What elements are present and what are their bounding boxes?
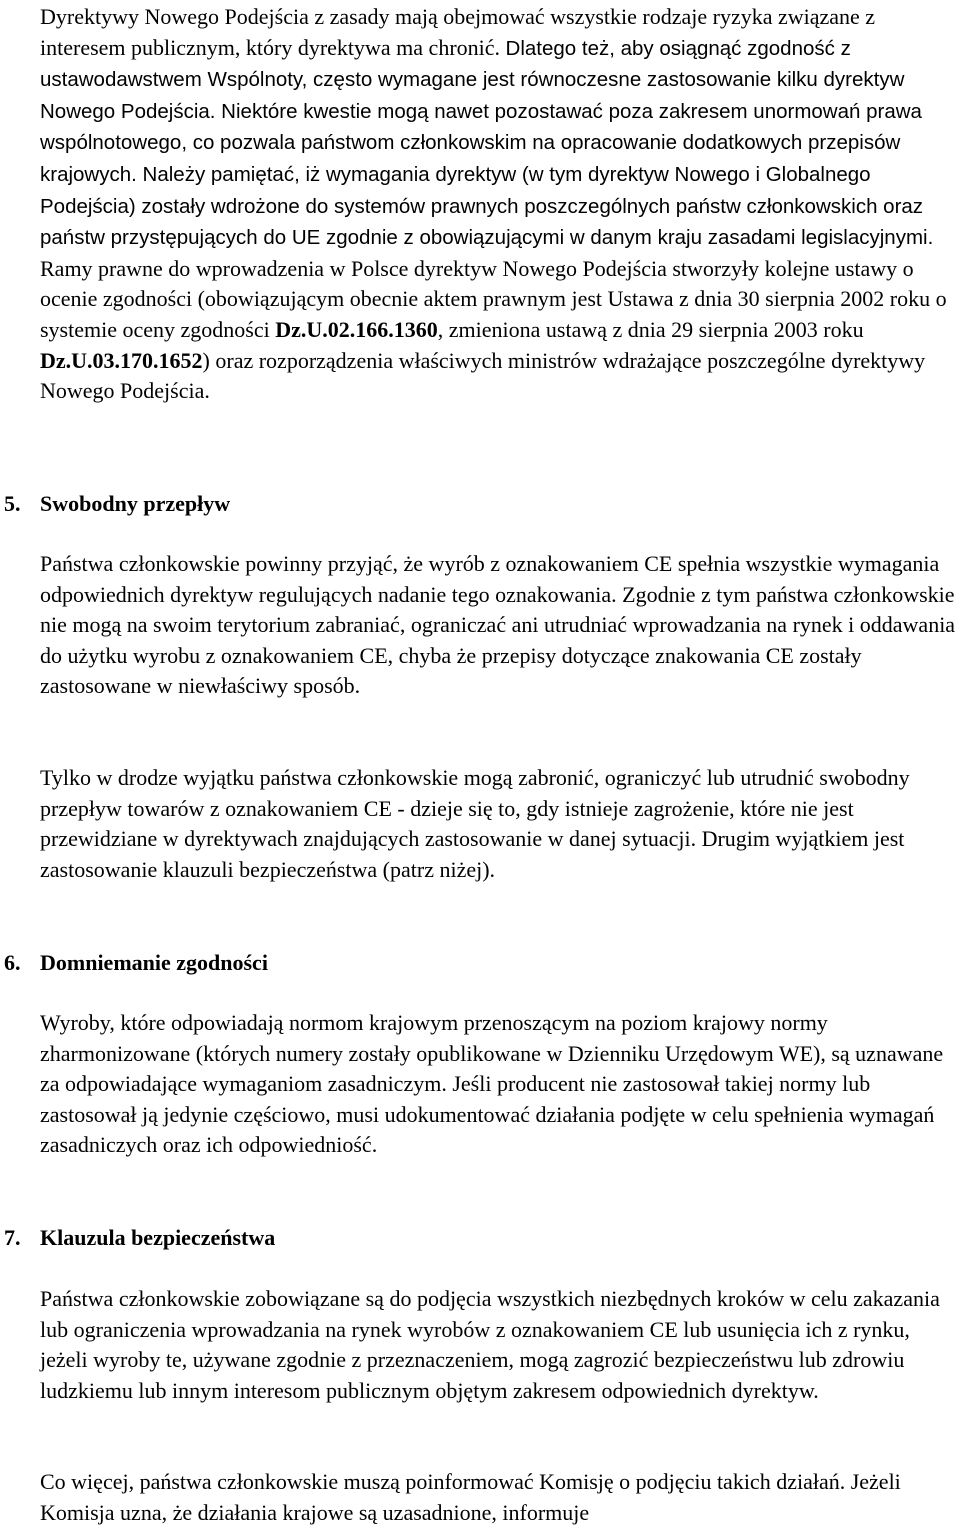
intro-text-4: , zmieniona ustawą z dnia 29 sierpnia 2003 roku (437, 316, 864, 342)
legal-reference-2: Dz.U.03.170.1652 (40, 347, 203, 373)
intro-text-5: ) oraz rozporządzenia właściwych ministrów wdrażające poszczególne dyrektywy Nowego Podejścia. (40, 347, 926, 404)
section-7-paragraph-1: Państwa członkowskie zobowiązane są do podjęcia wszystkich niezbędnych kroków w celu zakazania lub ograniczenia wprowadzania na rynek wyrobów z oznakowaniem CE lub usunięcia ich z rynku, jeżeli wyroby te, używane zgodnie z przeznaczeniem, mogą zagrozić bezpieczeństwu lub zdrowiu ludzkiemu lub innym interesom publicznym objętym zakresem odpowiednich dyrektyw. (40, 1286, 940, 1403)
section-number: 7. (4, 1225, 21, 1250)
intro-text-2: Dlatego też, aby osiągnąć zgodność z ustawodawstwem Wspólnoty, często wymagane jest równoczesne zastosowanie kilku dyrektyw Nowego Podejścia. Niektóre kwestie mogą nawet pozostawać poza zakresem unormowań prawa wspólnotowego, co pozwala państwom członkowskim na opracowanie dodatkowych przepisów krajowych. Należy pamiętać, iż wymagania dyrektyw (w tym dyrektyw Nowego i Globalnego Podejścia) zostały wdrożone do systemów prawnych poszczególnych państw członkowskich oraz państw przystępujących do UE zgodnie z obowiązującymi w danym kraju zasadami legislacyjnymi. (40, 36, 934, 250)
section-5-paragraph-1: Państwa członkowskie powinny przyjąć, że wyrób z oznakowaniem CE spełnia wszystkie wymagania odpowiednich dyrektyw regulujących nadanie tego oznakowania. Zgodnie z tym państwa członkowskie nie mogą na swoim terytorium zabraniać, ograniczać ani utrudniać wprowadzania na rynek i oddawania do użytku wyrobu z oznakowaniem CE, chyba że przepisy dotyczące znakowania CE zostały zastosowane w niewłaściwy sposób. (40, 551, 956, 699)
section-7-paragraph-2: Co więcej, państwa członkowskie muszą poinformować Komisję o podjęciu takich działań. Jeżeli Komisja uzna, że działania krajowe są uzasadnione, informuje (40, 1469, 901, 1525)
intro-paragraph (40, 2, 960, 407)
section-number: 5. (4, 491, 21, 516)
section-title: Domniemanie zgodności (40, 950, 268, 975)
section-5-paragraph-2: Tylko w drodze wyjątku państwa członkowskie mogą zabronić, ograniczyć lub utrudnić swobodny przepływ towarów z oznakowaniem CE - dzieje się to, gdy istnieje zagrożenie, które nie jest przewidziane w dyrektywach znajdujących zastosowanie w danej sytuacji. Drugim wyjątkiem jest zastosowanie klauzuli bezpieczeństwa (patrz niżej). (40, 765, 910, 882)
section-title: Klauzula bezpieczeństwa (40, 1225, 276, 1250)
legal-reference-1: Dz.U.02.166.1360 (275, 316, 438, 342)
intro-text-3: Ramy prawne do wprowadzenia w Polsce dyrektyw Nowego Podejścia stworzyły kolejne ustawy o ocenie zgodności (obowiązującym obecnie aktem prawnym jest Ustawa z dnia 30 sierpnia 2002 roku o systemie oceny zgodności (40, 255, 947, 342)
intro-text-1: Dyrektywy Nowego Podejścia z zasady mają obejmować wszystkie rodzaje ryzyka związane z interesem publicznym, który dyrektywa ma chronić. (40, 4, 876, 60)
section-heading-5 (0, 489, 940, 519)
section-heading-7 (0, 1223, 940, 1253)
section-6-paragraph-1: Wyroby, które odpowiadają normom krajowym przenoszącym na poziom krajowy normy zharmonizowane (których numery zostały opublikowane w Dzienniku Urzędowym WE), są uznawane za odpowiadające wymaganiom zasadniczym. Jeśli producent nie zastosował takiej normy lub zastosował ją jedynie częściowo, musi udokumentować działania podjęte w celu spełnienia wymagań zasadniczych oraz ich odpowiedniość. (40, 1010, 944, 1158)
section-title: Swobodny przepływ (40, 491, 231, 516)
section-number: 6. (4, 950, 21, 975)
section-heading-6 (0, 948, 940, 978)
